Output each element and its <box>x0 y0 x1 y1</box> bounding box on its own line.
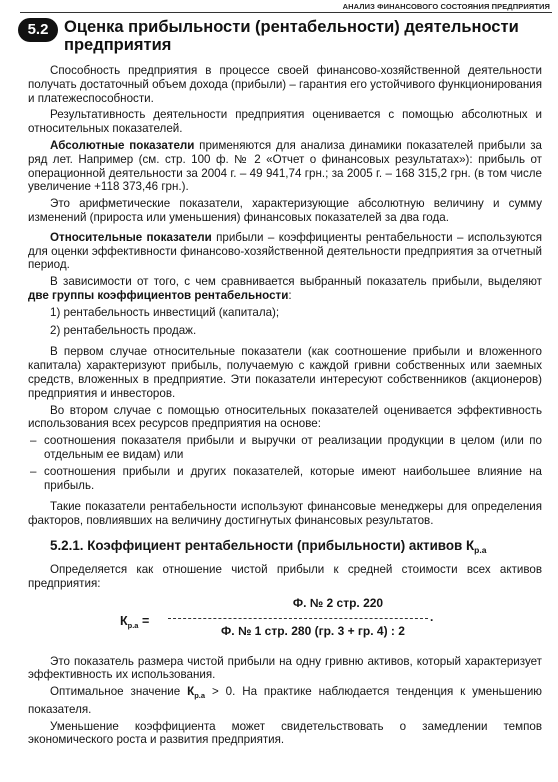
paragraph <box>28 139 542 194</box>
section-title: Оценка прибыльности (рентабельности) деятельности предприятия <box>64 18 519 54</box>
paragraph: Способность предприятия в процессе своей финансово-хозяйственной деятельности получать достаточный объем дохода (прибыли) – гарантия его устойчивого функционирования и платежеспособности. <box>28 64 543 105</box>
dash-list-item <box>28 465 542 493</box>
paragraph-text: прибыли – коэффициенты рентабельности – используются для оценки эффективности финансово-хозяйственной деятельности предприятия за отчетный период. <box>28 230 543 272</box>
paragraph-text: применяются для анализа динамики показателей прибыли за ряд лет. Например (см. стр. 100 ф. № 2 «Отчет о финансовых результатах»): прибыль от операционной деятельности за 2004 г. – 49 941,74 грн.; за 2005 г. – 168 315,2 грн. (в том числе увеличение +118 373,46 грн.). <box>28 138 542 194</box>
formula-numerator: Ф. № 2 стр. 220 <box>292 595 384 610</box>
paragraph-text: > 0. На практике наблюдается тенденция к уменьшению показателя. <box>28 685 542 716</box>
dash-item-text: соотношения показателя прибыли и выручки от реализации продукции в целом (или по отдельным ее видам) или <box>44 434 542 461</box>
paragraph: Определяется как отношение чистой прибыли к средней стоимости всех активов предприятия: <box>28 562 542 590</box>
dash-bullet: – <box>30 434 37 448</box>
paragraph-text: В зависимости от того, с чем сравнивается выбранный показатель прибыли, выделяют <box>50 275 542 289</box>
paragraph: Результативность деятельности предприятия оценивается с помощью абсолютных и относительных показателей. <box>28 108 542 136</box>
term-relative: Относительные показатели <box>50 230 212 244</box>
subsection-subscript: р.а <box>474 544 487 555</box>
section-number-badge: 5.2 <box>18 18 58 42</box>
dash-list-item <box>28 434 542 462</box>
inline-k-subscript: р.а <box>194 691 206 701</box>
paragraph-text: Оптимальное значение <box>50 685 188 699</box>
paragraph: Уменьшение коэффициента может свидетельствовать о замедлении темпов экономического роста и развития предприятия. <box>28 719 542 747</box>
inline-k: К <box>187 685 195 699</box>
paragraph <box>28 231 542 272</box>
fraction-bar <box>168 618 428 619</box>
formula-lhs <box>120 615 149 633</box>
paragraph: Во втором случае с помощью относительных показателей оценивается эффективность использования всех ресурсов предприятия на основе: <box>28 403 542 431</box>
paragraph <box>28 275 542 303</box>
term-absolute: Абсолютные показатели <box>50 138 195 152</box>
formula-k-subscript: р.а <box>127 620 139 630</box>
list-item: 2) рентабельность продаж. <box>50 323 197 337</box>
header-rule <box>20 12 552 13</box>
section-heading <box>18 18 538 54</box>
term-groups: две группы коэффициентов рентабельности <box>28 288 289 302</box>
running-header: АНАЛИЗ ФИНАНСОВОГО СОСТОЯНИЯ ПРЕДПРИЯТИЯ <box>342 2 550 11</box>
paragraph: Это показатель размера чистой прибыли на одну гривню активов, который характеризует эффективность их использования. <box>28 654 542 682</box>
dash-item-text: соотношения прибыли и других показателей, которые имеют наибольшее влияние на прибыль. <box>44 464 542 492</box>
formula-k: К <box>120 613 128 628</box>
subsection-title <box>50 538 542 558</box>
list-item: 1) рентабельность инвестиций (капитала); <box>50 305 280 319</box>
paragraph: В первом случае относительные показатели (как соотношение прибыли и вложенного капитала) характеризуют прибыль, получаемую с каждой гривни собственных или заемных средств, вложенных в предприятие. Эти показатели интересуют собственников (акционеров) предприятия и инвесторов. <box>28 345 542 400</box>
paragraph <box>28 685 542 717</box>
formula-end-dot: . <box>430 609 434 624</box>
formula-equals: = <box>138 613 150 628</box>
formula <box>28 597 542 645</box>
dash-bullet: – <box>30 464 37 478</box>
paragraph-text: : <box>288 288 292 302</box>
body-text <box>28 64 542 750</box>
subsection-title-text: 5.2.1. Коэффициент рентабельности (прибыльности) активов К <box>50 537 475 553</box>
formula-denominator: Ф. № 1 стр. 280 (гр. 3 + гр. 4) : 2 <box>221 623 405 638</box>
paragraph: Это арифметические показатели, характеризующие абсолютную величину и сумму изменений (прироста или уменьшения) финансовых показателей за два года. <box>28 197 542 224</box>
paragraph: Такие показатели рентабельности используют финансовые менеджеры для определения факторов, повлиявших на величину достигнутых финансовых результатов. <box>28 500 542 528</box>
inline-coefficient <box>187 685 206 701</box>
